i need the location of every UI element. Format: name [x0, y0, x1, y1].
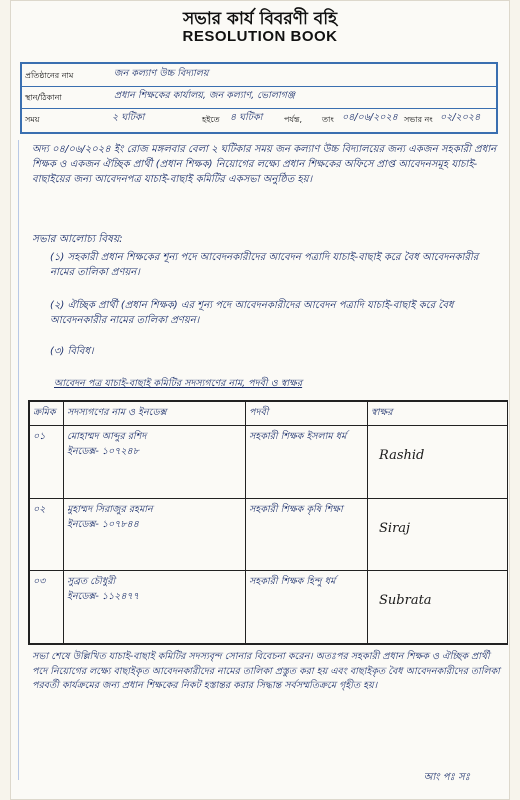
- agenda-item-2: (২) ঐচ্ছিক প্রার্থী (প্রধান শিক্ষক) এর শূন্য পদে আবেদনকারীদের আবেদন পত্রাদি যাচাই-বাছাই করে বৈধ আবেদনকারীর নামের তালিকা প্রণয়ন।: [50, 300, 457, 326]
- table-header-row: [30, 402, 508, 426]
- from-word: হইতে: [202, 115, 220, 124]
- member-designation: সহকারী শিক্ষক কৃষি শিক্ষা: [249, 503, 343, 515]
- header-designation: পদবী: [246, 402, 368, 426]
- intro-paragraph: অদ্য ০৪/০৬/২০২৪ ইং রোজ মঙ্গলবার বেলা ২ ঘটিকার সময় জন কল্যাণ উচ্চ বিদ্যালয়ের জন্য একজন সহকারী প্রধান শিক্ষক ও একজন ঐচ্ছিক প্রার্থী (প্রধান শিক্ষক) নিয়োগের লক্ষ্যে প্রধান শিক্ষকের অফিসে প্রাপ্ত আবেদনসমূহ যাচাই-বাছাইয়ের জন্য আবেদনপত্র যাচাই-বাছাই কমিটির একসভা অনুষ্ঠিত হয়।: [32, 144, 500, 185]
- member-index: ইনডেক্স- ১০৭৮৪৪: [67, 518, 139, 530]
- row-serial: ০৩: [33, 576, 46, 588]
- resolution-paragraph: সভা শেষে উল্লিখিত যাচাই-বাছাই কমিটির সদস্যবৃন্দ সোনার বিবেচনা করেন। অতঃপর সহকারী প্রধান শিক্ষক ও ঐচ্ছিক প্রার্থী পদে নিয়োগের লক্ষ্যে বাছাইকৃত আবেদনকারীদের নামের তালিকা প্রস্তুত করা হয় এবং বাছাইকৃত বৈধ আবেদনকারীদের তালিকা পরবর্তী কার্যক্রমের জন্য প্রধান শিক্ষকের নিকট হস্তান্তর করার সিদ্ধান্ত সর্বসম্মতিক্রমে গৃহীত হয়।: [32, 651, 503, 691]
- meta-row-place: [22, 86, 496, 109]
- committee-table: [28, 400, 508, 645]
- margin-rule: [18, 140, 19, 780]
- member-signature: Rashid: [379, 448, 425, 463]
- place-label: স্থান/ঠিকানা: [25, 93, 62, 102]
- agenda-item-1: (১) সহকারী প্রধান শিক্ষকের শূন্য পদে আবেদনকারীদের আবেদন পত্রাদি যাচাই-বাছাই করে বৈধ আবেদনকারীর নামের তালিকা প্রণয়ন।: [50, 252, 482, 278]
- header-name: সদস্যগণের নাম ও ইনডেক্স: [64, 402, 246, 426]
- institution-label: প্রতিষ্ঠানের নাম: [25, 71, 74, 80]
- member-designation: সহকারী শিক্ষক হিন্দু ধর্ম: [249, 576, 336, 588]
- time-label: সময়: [25, 115, 40, 124]
- member-signature: Subrata: [379, 593, 432, 609]
- meeting-no-prefix: সভার নং: [404, 115, 433, 124]
- table-row: [30, 571, 508, 644]
- book-title-bengali: সভার কার্য বিবরণী বহি: [182, 9, 338, 29]
- table-row: [30, 498, 508, 571]
- time-from-value: ২ ঘটিকা: [112, 112, 145, 123]
- institution-value: জন কল্যাণ উচ্চ বিদ্যালয়: [114, 68, 209, 79]
- member-index: ইনডেক্স- ১০৭২৪৮: [67, 446, 139, 457]
- member-designation: সহকারী শিক্ষক ইসলাম ধর্ম: [249, 431, 347, 442]
- meta-row-institution: [22, 64, 496, 87]
- date-value: ০৪/০৬/২০২৪: [342, 112, 398, 123]
- header-serial: ক্রমিক: [30, 402, 64, 426]
- member-name: মোহাম্মদ আব্দুর রশিদ: [67, 431, 147, 442]
- row-serial: ০২: [33, 503, 46, 515]
- committee-heading: আবেদন পত্র যাচাই-বাছাই কমিটির সদস্যগণের নাম, পদবী ও স্বাক্ষর: [54, 378, 303, 389]
- date-prefix: তাং: [322, 115, 334, 124]
- member-name: মুহাম্মদ সিরাজুর রহমান: [67, 503, 153, 515]
- meeting-no-value: ০২/২০২৪: [440, 112, 481, 123]
- member-index: ইনডেক্স- ১১২৪৭৭: [67, 591, 139, 603]
- agenda-heading: সভার আলোচ্য বিষয়:: [32, 233, 123, 245]
- resolution-book-page: [10, 0, 510, 800]
- upto-word: পর্যন্ত,: [284, 115, 303, 124]
- book-title-english: RESOLUTION BOOK: [182, 28, 338, 45]
- table-row: [30, 426, 508, 499]
- time-to-value: ৪ ঘটিকা: [230, 112, 263, 123]
- place-value: প্রধান শিক্ষকের কার্যালয়, জন কল্যাণ, ভোলাগঞ্জ: [114, 90, 296, 101]
- meeting-meta-box: [20, 62, 498, 134]
- agenda-item-3: (৩) বিবিধ।: [50, 346, 94, 357]
- member-name: সুব্রত চৌধুরী: [67, 576, 116, 588]
- footer-signature: আং পঃ সঃ: [423, 772, 470, 783]
- header-signature: স্বাক্ষর: [368, 402, 508, 426]
- meta-row-time: [22, 108, 496, 130]
- row-serial: ০১: [33, 431, 46, 442]
- member-signature: Siraj: [379, 520, 411, 536]
